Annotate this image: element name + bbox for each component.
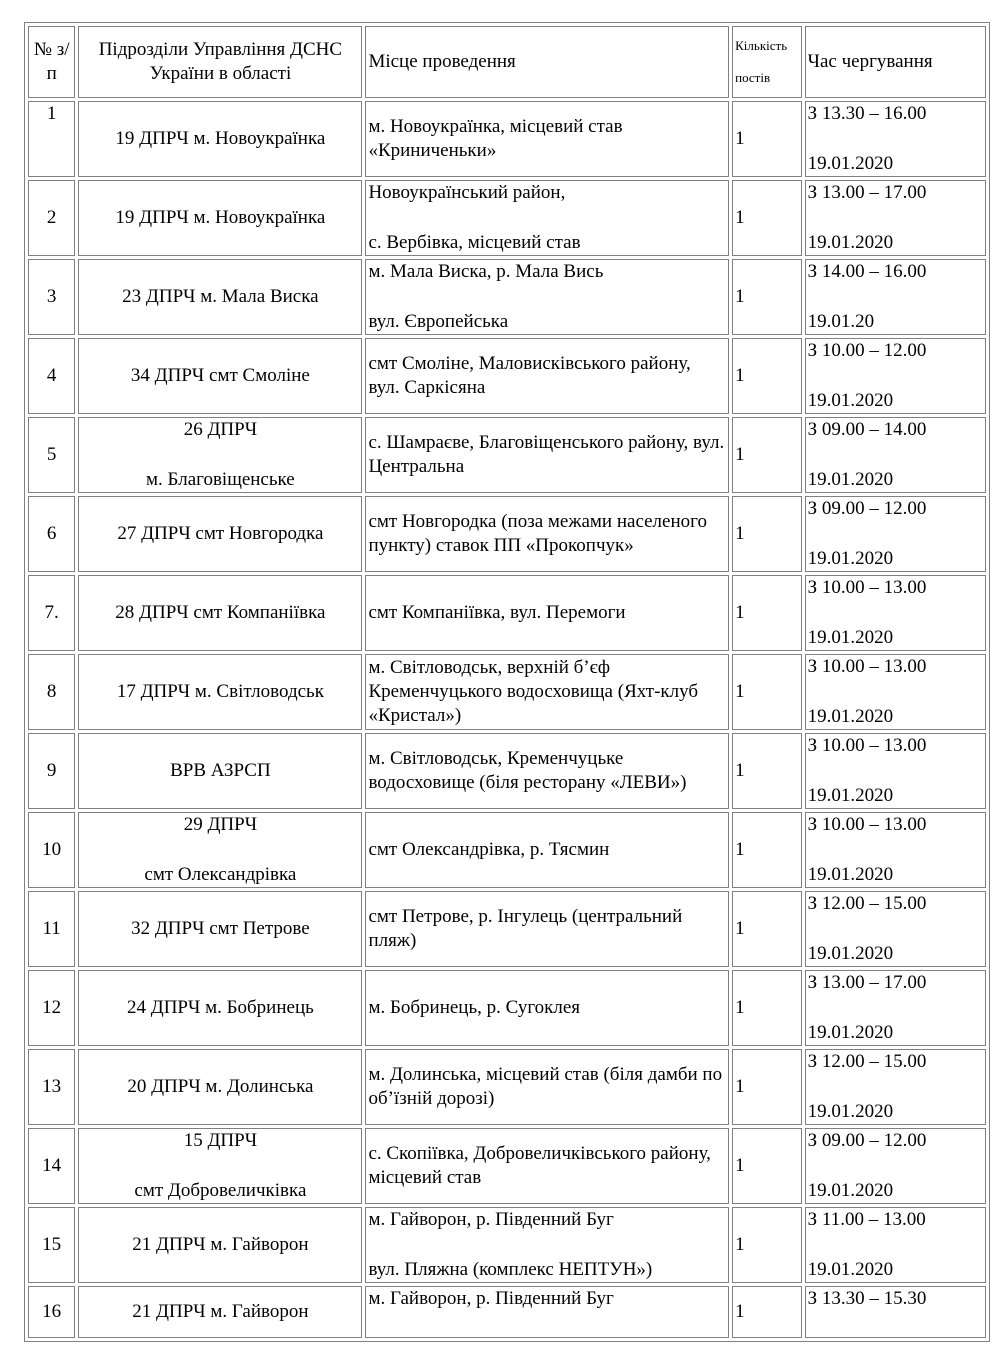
posts-cell: 1: [732, 1207, 802, 1283]
duty-date: 19.01.2020: [807, 232, 894, 253]
posts-cell: 1: [732, 970, 802, 1046]
unit-cell: 28 ДПРЧ смт Компаніївка: [78, 575, 362, 651]
time-cell: [805, 259, 986, 335]
place-cell: [365, 259, 729, 335]
unit-cell: 21 ДПРЧ м. Гайворон: [78, 1207, 362, 1283]
row-number: 3: [28, 259, 75, 335]
unit-cell: 19 ДПРЧ м. Новоукраїнка: [78, 180, 362, 256]
place-cell: м. Долинська, місцевий став (біля дамби по об’їзній дорозі): [365, 1049, 729, 1125]
table-row: [28, 575, 986, 651]
row-number: 7.: [28, 575, 75, 651]
time-range: З 10.00 – 13.00: [807, 735, 927, 756]
table-row: [28, 654, 986, 730]
row-number: 5: [28, 417, 75, 493]
row-number: 8: [28, 654, 75, 730]
duty-date: 19.01.2020: [807, 943, 894, 964]
unit-line: 15 ДПРЧ: [183, 1130, 258, 1151]
time-cell: [805, 891, 986, 967]
time-cell: [805, 575, 986, 651]
time-range: З 09.00 – 12.00: [807, 1130, 927, 1151]
table-row: [28, 1128, 986, 1204]
time-cell: [805, 970, 986, 1046]
unit-cell: 21 ДПРЧ м. Гайворон: [78, 1286, 362, 1338]
posts-cell: 1: [732, 338, 802, 414]
time-cell: [805, 101, 986, 177]
posts-cell: 1: [732, 1128, 802, 1204]
table-header-row: [28, 26, 986, 98]
time-cell: [805, 1049, 986, 1125]
row-number: 15: [28, 1207, 75, 1283]
posts-cell: 1: [732, 733, 802, 809]
time-range: З 10.00 – 13.00: [807, 814, 927, 835]
duty-date: 19.01.2020: [807, 627, 894, 648]
row-number: 2: [28, 180, 75, 256]
place-line: вул. Європейська: [368, 311, 509, 332]
unit-cell: 17 ДПРЧ м. Світловодськ: [78, 654, 362, 730]
place-cell: м. Світловодськ, Кременчуцьке водосховище (біля ресторану «ЛЕВИ»): [365, 733, 729, 809]
header-time: Час чергування: [805, 26, 986, 98]
posts-cell: 1: [732, 180, 802, 256]
table-row: [28, 180, 986, 256]
time-range: З 09.00 – 14.00: [807, 419, 927, 440]
duty-date: 19.01.2020: [807, 469, 894, 490]
row-number: 1: [28, 101, 75, 177]
unit-cell: 23 ДПРЧ м. Мала Виска: [78, 259, 362, 335]
header-unit: Підрозділи Управління ДСНС України в області: [78, 26, 362, 98]
table-row: [28, 970, 986, 1046]
time-cell: [805, 1286, 986, 1338]
duty-date: 19.01.2020: [807, 1180, 894, 1201]
unit-cell: 27 ДПРЧ смт Новгородка: [78, 496, 362, 572]
time-cell: [805, 417, 986, 493]
table-row: [28, 338, 986, 414]
posts-cell: 1: [732, 259, 802, 335]
posts-cell: 1: [732, 1049, 802, 1125]
table-body: [28, 101, 986, 1338]
header-place: Місце проведення: [365, 26, 729, 98]
place-cell: м. Світловодськ, верхній б’єф Кременчуцького водосховища (Яхт-клуб «Кристал»): [365, 654, 729, 730]
place-cell: м. Гайворон, р. Південний Буг: [365, 1286, 729, 1338]
time-range: З 09.00 – 12.00: [807, 498, 927, 519]
duty-schedule-table: [24, 22, 990, 1342]
time-range: З 10.00 – 12.00: [807, 340, 927, 361]
place-line: Новоукраїнський район,: [368, 182, 566, 203]
table-row: [28, 496, 986, 572]
time-range: З 10.00 – 13.00: [807, 656, 927, 677]
table-row: [28, 891, 986, 967]
unit-line: смт Олександрівка: [144, 864, 297, 885]
table-row: [28, 417, 986, 493]
time-range: З 11.00 – 13.00: [807, 1209, 926, 1230]
time-cell: [805, 654, 986, 730]
time-cell: [805, 338, 986, 414]
duty-date: 19.01.2020: [807, 548, 894, 569]
row-number: 13: [28, 1049, 75, 1125]
place-cell: смт Олександрівка, р. Тясмин: [365, 812, 729, 888]
place-cell: смт Петрове, р. Інгулець (центральний пляж): [365, 891, 729, 967]
unit-cell: 20 ДПРЧ м. Долинська: [78, 1049, 362, 1125]
time-range: З 13.30 – 15.30: [807, 1288, 927, 1309]
posts-cell: 1: [732, 891, 802, 967]
duty-date: 19.01.2020: [807, 153, 894, 174]
row-number: 4: [28, 338, 75, 414]
duty-date: 19.01.2020: [807, 1022, 894, 1043]
row-number: 16: [28, 1286, 75, 1338]
time-cell: [805, 1128, 986, 1204]
posts-cell: 1: [732, 812, 802, 888]
header-posts-line1: Кількість: [735, 38, 788, 53]
time-range: З 13.00 – 17.00: [807, 182, 927, 203]
duty-date: 19.01.2020: [807, 706, 894, 727]
table-row: [28, 1207, 986, 1283]
place-cell: смт Новгородка (поза межами населеного пункту) ставок ПП «Прокопчук»: [365, 496, 729, 572]
duty-date: 19.01.2020: [807, 785, 894, 806]
unit-cell: [78, 812, 362, 888]
posts-cell: 1: [732, 101, 802, 177]
time-range: З 14.00 – 16.00: [807, 261, 927, 282]
table-row: [28, 1286, 986, 1338]
place-cell: м. Новоукраїнка, місцевий став «Криниченьки»: [365, 101, 729, 177]
place-cell: [365, 1207, 729, 1283]
place-cell: смт Смоліне, Маловисківського району, вул. Саркісяна: [365, 338, 729, 414]
time-range: З 12.00 – 15.00: [807, 893, 927, 914]
duty-date: 19.01.2020: [807, 390, 894, 411]
time-cell: [805, 812, 986, 888]
time-cell: [805, 733, 986, 809]
header-number: № з/п: [28, 26, 75, 98]
place-cell: с. Скопіївка, Добровеличківського району, місцевий став: [365, 1128, 729, 1204]
unit-cell: ВРВ АЗРСП: [78, 733, 362, 809]
place-line: м. Гайворон, р. Південний Буг: [368, 1209, 614, 1230]
unit-line: м. Благовіщенське: [146, 469, 295, 490]
table-row: [28, 259, 986, 335]
time-range: З 10.00 – 13.00: [807, 577, 927, 598]
time-range: З 12.00 – 15.00: [807, 1051, 927, 1072]
duty-date: 19.01.2020: [807, 1101, 894, 1122]
duty-date: 19.01.2020: [807, 864, 894, 885]
place-cell: м. Бобринець, р. Сугоклея: [365, 970, 729, 1046]
duty-date: 19.01.20: [807, 311, 875, 332]
place-cell: с. Шамраєве, Благовіщенського району, вул. Центральна: [365, 417, 729, 493]
table-row: [28, 101, 986, 177]
place-line: с. Вербівка, місцевий став: [368, 232, 581, 253]
unit-cell: [78, 1128, 362, 1204]
posts-cell: 1: [732, 496, 802, 572]
duty-date: 19.01.2020: [807, 1259, 894, 1280]
document-page: [24, 22, 990, 1342]
place-line: вул. Пляжна (комплекс НЕПТУН»): [368, 1259, 653, 1280]
unit-line: 26 ДПРЧ: [183, 419, 258, 440]
place-cell: [365, 180, 729, 256]
unit-cell: 32 ДПРЧ смт Петрове: [78, 891, 362, 967]
row-number: 11: [28, 891, 75, 967]
table-row: [28, 812, 986, 888]
header-posts: [732, 26, 802, 98]
row-number: 14: [28, 1128, 75, 1204]
time-cell: [805, 1207, 986, 1283]
table-row: [28, 1049, 986, 1125]
posts-cell: 1: [732, 417, 802, 493]
posts-cell: 1: [732, 575, 802, 651]
time-cell: [805, 496, 986, 572]
unit-line: 29 ДПРЧ: [183, 814, 258, 835]
unit-cell: 34 ДПРЧ смт Смоліне: [78, 338, 362, 414]
place-line: м. Мала Виска, р. Мала Вись: [368, 261, 604, 282]
posts-cell: 1: [732, 1286, 802, 1338]
header-posts-line2: постів: [735, 70, 771, 85]
time-range: З 13.30 – 16.00: [807, 103, 927, 124]
row-number: 12: [28, 970, 75, 1046]
table-row: [28, 733, 986, 809]
place-cell: смт Компаніївка, вул. Перемоги: [365, 575, 729, 651]
row-number: 10: [28, 812, 75, 888]
row-number: 6: [28, 496, 75, 572]
unit-cell: [78, 417, 362, 493]
unit-cell: 24 ДПРЧ м. Бобринець: [78, 970, 362, 1046]
posts-cell: 1: [732, 654, 802, 730]
unit-line: смт Добровеличківка: [134, 1180, 307, 1201]
time-cell: [805, 180, 986, 256]
row-number: 9: [28, 733, 75, 809]
unit-cell: 19 ДПРЧ м. Новоукраїнка: [78, 101, 362, 177]
time-range: З 13.00 – 17.00: [807, 972, 927, 993]
